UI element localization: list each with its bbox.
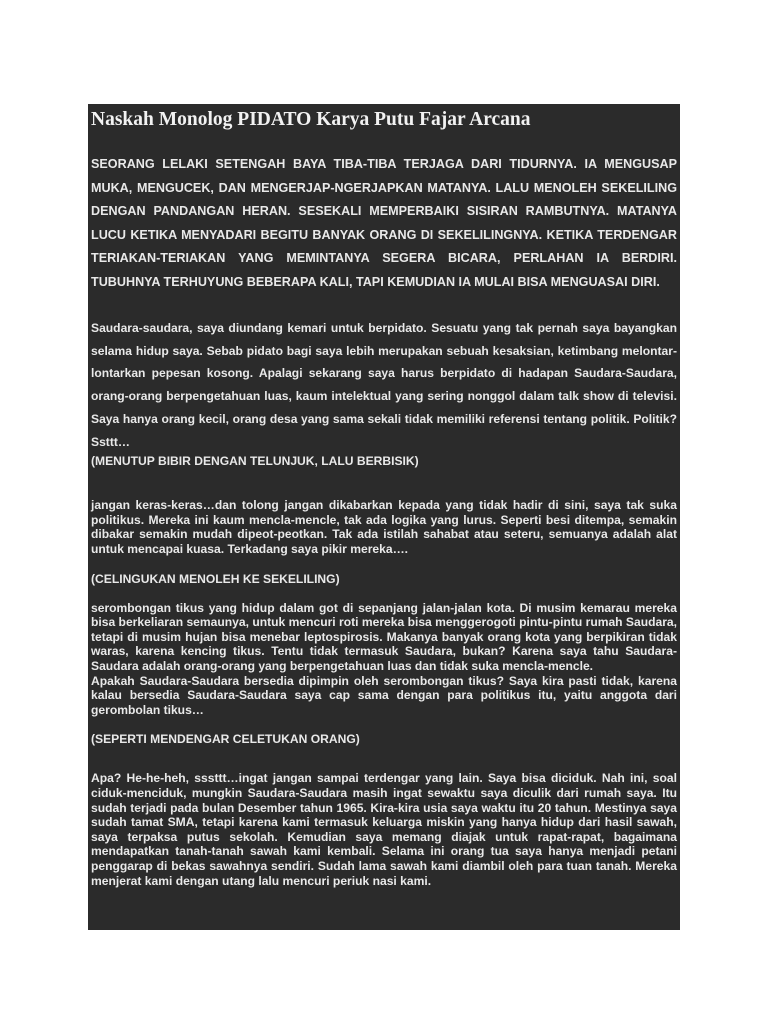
stage-direction-intro: SEORANG LELAKI SETENGAH BAYA TIBA-TIBA TERJAGA DARI TIDURNYA. IA MENGUSAP MUKA, MENGUCEK, DAN MENGERJAP-NGERJAPKAN MATANYA. LALU MENOLEH SEKELILING DENGAN PANDANGAN HERAN. SESEKALI MEMPERBAIKI SISIRAN RAMBUTNYA. MATANYA LUCU KETIKA MENYADARI BEGITU BANYAK ORANG DI SEKELILINGNYA. KETIKA TERDENGAR TERIAKAN-TERIAKAN YANG MEMINTANYA SEGERA BICARA, PERLAHAN IA BERDIRI. TUBUHNYA TERHUYUNG BEBERAPA KALI, TAPI KEMUDIAN IA MULAI BISA MENGUASAI DIRI. bbox=[91, 157, 677, 289]
document-page bbox=[88, 104, 680, 930]
speech-paragraph-2: jangan keras-keras…dan tolong jangan dikabarkan kepada yang tidak hadir di sini, saya tak suka politikus. Mereka ini kaum mencla-mencle, tak ada logika yang lurus. Seperti besi ditempa, semakin dibakar semakin mudah dipeot-peotkan. Tak ada istilah sahabat atau seteru, semuanya adalah alat untuk mencapai kuasa. Terkadang saya pikir mereka…. bbox=[91, 498, 677, 556]
speech-paragraph-5: Apa? He-he-heh, sssttt…ingat jangan sampai terdengar yang lain. Saya bisa diciduk. Nah ini, soal ciduk-menciduk, mungkin Saudara-Saudara masih ingat sewaktu saya diculik dari rumah saya. Itu sudah terjadi pada bulan Desember tahun 1965. Kira-kira usia saya waktu itu 20 tahun. Mestinya saya sudah tamat SMA, tetapi karena kami termasuk keluarga miskin yang hanya hidup dari hasil sawah, saya terpaksa putus sekolah. Kemudian saya memang diajak untuk rapat-rapat, bagaimana mendapatkan tanah-tanah sawah kami kembali. Selama ini orang tua saya hanya menjadi petani penggarap di bekas sawahnya sendiri. Sudah lama sawah kami diambil oleh para tuan tanah. Mereka menjerat kami dengan utang lalu mencuri periuk nasi kami. bbox=[91, 771, 677, 888]
stage-direction-3: (SEPERTI MENDENGAR CELETUKAN ORANG) bbox=[91, 732, 360, 747]
stage-direction-1: (MENUTUP BIBIR DENGAN TELUNJUK, LALU BERBISIK) bbox=[91, 454, 419, 469]
speech-paragraph-1: Saudara-saudara, saya diundang kemari untuk berpidato. Sesuatu yang tak pernah saya bayangkan selama hidup saya. Sebab pidato bagi saya lebih merupakan sebuah kesaksian, ketimbang melontar-lontarkan pepesan kosong. Apalagi sekarang saya harus berpidato di hadapan Saudara-Saudara, orang-orang berpengetahuan luas, kaum intelektual yang sering nonggol dalam talk show di televisi. Saya hanya orang kecil, orang desa yang sama sekali tidak memiliki referensi tentang politik. Politik? Ssttt… bbox=[91, 321, 677, 449]
document-title: Naskah Monolog PIDATO Karya Putu Fajar Arcana bbox=[91, 109, 531, 130]
speech-paragraph-3: serombongan tikus yang hidup dalam got di sepanjang jalan-jalan kota. Di musim kemarau mereka bisa berkeliaran semaunya, untuk mencuri roti mereka bisa menggerogoti pintu-pintu rumah Saudara, tetapi di musim hujan bisa menebar leptospirosis. Makanya banyak orang kota yang berpikiran tidak waras, karena kencing tikus. Tentu tidak termasuk Saudara, bukan? Karena saya tahu Saudara-Saudara adalah orang-orang yang berpengetahuan luas dan tidak suka mencla-mencle. bbox=[91, 600, 678, 673]
speech-paragraph-4: Apakah Saudara-Saudara bersedia dipimpin oleh serombongan tikus? Saya kira pasti tidak, karena kalau bersedia Saudara-Saudara saya cap sama dengan para politikus itu, yaitu anggota dari gerombolan tikus… bbox=[91, 673, 677, 717]
stage-direction-2: (CELINGUKAN MENOLEH KE SEKELILING) bbox=[91, 571, 340, 586]
